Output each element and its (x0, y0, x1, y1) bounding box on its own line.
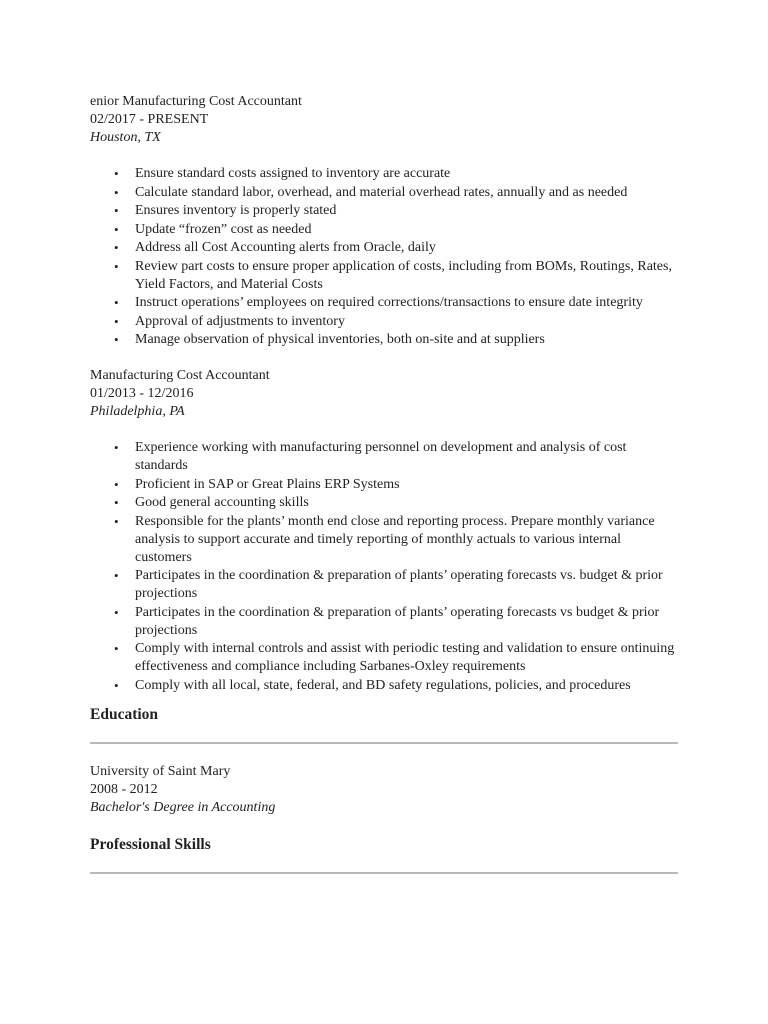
bullet-icon: • (114, 604, 119, 620)
resume-page (90, 93, 680, 893)
duty-list-item (114, 513, 680, 567)
duty-text: Experience working with manufacturing personnel on development and analysis of cost standards (135, 440, 627, 473)
duty-text: Participates in the coordination & preparation of plants’ operating forecasts vs budget & prior projections (135, 604, 660, 638)
section-heading-education: Education (90, 705, 159, 723)
job-duties-list (90, 439, 680, 695)
duty-text: Instruct operations’ employees on required corrections/transactions to ensure date integrity (135, 295, 643, 310)
education-section (90, 705, 680, 817)
duty-list-item (114, 567, 680, 603)
duty-text: Update “frozen” cost as needed (135, 221, 312, 237)
duty-list-item (114, 331, 680, 349)
bullet-icon: • (114, 641, 119, 656)
duty-list-item (114, 604, 680, 640)
bullet-icon: • (114, 568, 119, 583)
duty-list-item (114, 494, 680, 512)
job-dates: 01/2013 - 12/2016 (90, 386, 194, 401)
duty-text: Review part costs to ensure proper application of costs, including from BOMs, Routings, Rates, Yield Factors, and Material Costs (135, 258, 672, 292)
bullet-icon: • (114, 258, 119, 274)
job-entry (90, 93, 680, 349)
duty-list-item (114, 165, 680, 183)
job-entry (90, 367, 680, 695)
bullet-icon: • (114, 295, 119, 310)
duty-text: Comply with all local, state, federal, and BD safety regulations, policies, and procedures (135, 677, 631, 693)
duty-text: Calculate standard labor, overhead, and material overhead rates, annually and as needed (135, 184, 628, 200)
bullet-icon: • (114, 332, 119, 347)
bullet-icon: • (114, 184, 119, 200)
duty-text: Ensure standard costs assigned to inventory are accurate (135, 166, 451, 181)
duty-text: Approval of adjustments to inventory (135, 313, 345, 329)
duty-list-item (114, 184, 680, 202)
duty-list-item (114, 677, 680, 695)
duty-list-item (114, 258, 680, 294)
job-location: Philadelphia, PA (90, 404, 185, 419)
section-heading-skills: Professional Skills (90, 835, 211, 853)
bullet-icon: • (114, 240, 119, 255)
bullet-icon: • (114, 513, 119, 529)
duty-list-item (114, 640, 680, 676)
duty-text: Responsible for the plants’ month end close and reporting process. Prepare monthly variance analysis to support accurate and timely reporting of monthly actuals to various internal customers (135, 513, 655, 565)
duty-text: Participates in the coordination & preparation of plants’ operating forecasts vs. budget & prior projections (135, 568, 663, 601)
duty-list-item (114, 476, 680, 494)
bullet-icon: • (114, 440, 119, 455)
bullet-icon: • (114, 313, 119, 329)
job-title: enior Manufacturing Cost Accountant (90, 94, 302, 109)
job-title: Manufacturing Cost Accountant (90, 368, 270, 383)
duty-list-item (114, 439, 680, 475)
job-dates: 02/2017 - PRESENT (90, 112, 209, 127)
duty-list-item (114, 221, 680, 239)
bullet-icon: • (114, 221, 119, 237)
bullet-icon: • (114, 166, 119, 181)
education-school: University of Saint Mary (90, 763, 231, 779)
section-divider (90, 872, 678, 874)
education-dates: 2008 - 2012 (90, 781, 158, 797)
duty-text: Proficient in SAP or Great Plains ERP Systems (135, 476, 400, 492)
duty-list-item (114, 294, 680, 312)
duty-list-item (114, 239, 680, 257)
duty-list-item (114, 313, 680, 331)
job-duties-list (90, 165, 680, 349)
bullet-icon: • (114, 495, 119, 510)
education-degree: Bachelor's Degree in Accounting (90, 799, 276, 815)
duty-text: Good general accounting skills (135, 495, 309, 510)
bullet-icon: • (114, 476, 119, 492)
job-location: Houston, TX (90, 130, 161, 145)
duty-list-item (114, 202, 680, 220)
duty-text: Comply with internal controls and assist with periodic testing and validation to ensure ontinuing effectiveness and compliance including Sarbanes-Oxley requirements (135, 641, 675, 674)
section-divider (90, 742, 678, 744)
duty-text: Address all Cost Accounting alerts from Oracle, daily (135, 240, 436, 255)
duty-text: Manage observation of physical inventories, both on-site and at suppliers (135, 332, 545, 347)
bullet-icon: • (114, 203, 119, 218)
skills-section (90, 835, 680, 874)
duty-text: Ensures inventory is properly stated (135, 203, 337, 218)
bullet-icon: • (114, 677, 119, 693)
